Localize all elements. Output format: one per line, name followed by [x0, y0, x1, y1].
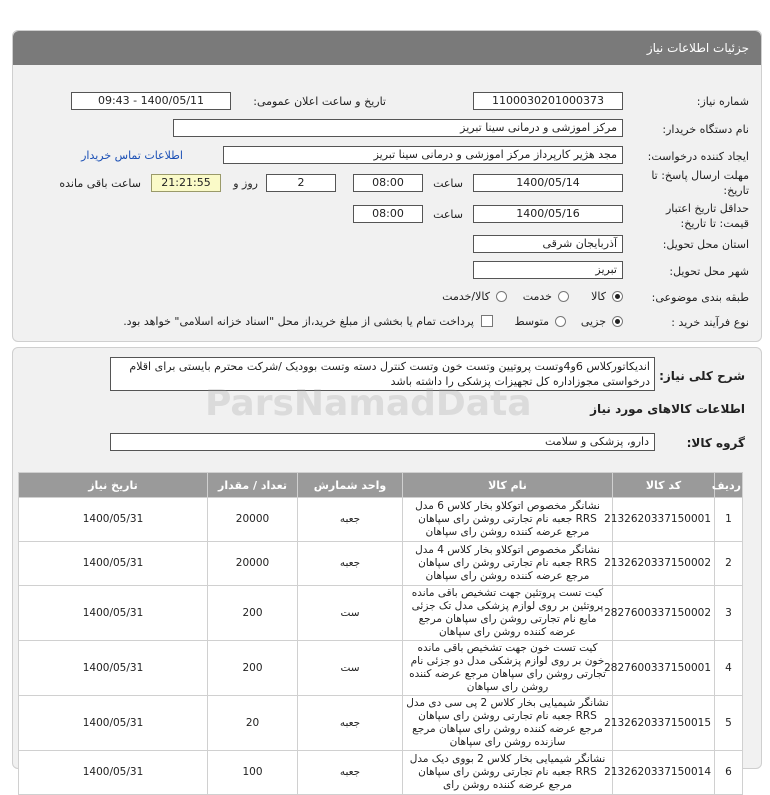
deadline-time-label: ساعت — [433, 177, 463, 190]
row-date: 1400/05/31 — [19, 641, 208, 696]
row-date: 1400/05/31 — [19, 498, 208, 542]
row-name: نشانگر مخصوص اتوکلاو بخار کلاس 4 مدل RRS جعبه نام تجارتی روشن رای سپاهان مرجع عرضه کننده روشن رای سپاهان — [403, 542, 613, 586]
treasury-payment-note: پرداخت تمام یا بخشی از مبلغ خرید،از محل "اسناد خزانه اسلامی" خواهد بود. — [123, 315, 474, 328]
row-unit: جعبه — [298, 696, 403, 751]
deadline-time-field: 08:00 — [353, 174, 423, 192]
days-remaining-field: 2 — [266, 174, 336, 192]
row-quantity: 200 — [208, 586, 298, 641]
row-name: نشانگر شیمیایی بخار کلاس 2 پی سی دی مدل RRS جعبه نام تجارتی روشن رای سپاهان مرجع عرضه کننده روشن رای سپاهان مرجع سازنده روشن رای سپاهان — [403, 696, 613, 751]
remaining-label: ساعت باقی مانده — [59, 177, 141, 190]
table-row — [19, 586, 743, 641]
announce-label: تاریخ و ساعت اعلان عمومی: — [253, 95, 386, 108]
row-quantity: 100 — [208, 751, 298, 795]
validity-label: حداقل تاریخ اعتبار — [665, 202, 749, 215]
watermark-text: ParsNamadData — [205, 383, 532, 424]
validity-time-label: ساعت — [433, 208, 463, 221]
row-code: 2827600337150001 — [613, 641, 715, 696]
row-index: 6 — [715, 751, 743, 795]
goods-table — [18, 472, 743, 795]
category-goods-service-radio[interactable] — [496, 291, 507, 302]
row-index: 4 — [715, 641, 743, 696]
row-name: کیت تست پروتئین جهت تشخیص باقی مانده پروتئین بر روی لوازم پزشکی مدل تک جزئی مایع نام تجارتی روشن رای سپاهان مرجع عرضه کننده روشن رای سپاهان — [403, 586, 613, 641]
announce-field: 1400/05/11 - 09:43 — [71, 92, 231, 110]
deadline-label: مهلت ارسال پاسخ: تا — [651, 169, 749, 182]
row-date: 1400/05/31 — [19, 696, 208, 751]
province-label: استان محل تحویل: — [662, 238, 749, 251]
row-date: 1400/05/31 — [19, 751, 208, 795]
category-goods-service-label: کالا/خدمت — [442, 290, 490, 303]
row-code: 2827600337150002 — [613, 586, 715, 641]
row-name: نشانگر مخصوص اتوکلاو بخار کلاس 6 مدل RRS جعبه نام تجارتی روشن رای سپاهان مرجع عرضه کننده روشن رای سپاهان — [403, 498, 613, 542]
creator-label: ایجاد کننده درخواست: — [647, 150, 749, 163]
deadline-label-2: تاریخ: — [723, 184, 749, 197]
province-field: آذربایجان شرقی — [473, 235, 623, 253]
remaining-time-field: 21:21:55 — [151, 174, 221, 192]
goods-section-title: اطلاعات کالاهای مورد نیاز — [590, 402, 745, 416]
purchase-medium-radio[interactable] — [555, 316, 566, 327]
goods-group-label: گروه کالا: — [686, 436, 745, 450]
validity-time-field: 08:00 — [353, 205, 423, 223]
row-unit: جعبه — [298, 542, 403, 586]
category-goods-radio[interactable] — [612, 291, 623, 302]
buyer-contact-link[interactable]: اطلاعات تماس خریدار — [81, 149, 183, 162]
row-unit: جعبه — [298, 498, 403, 542]
description-field: اندیکاتورکلاس 6و4وتست پروتیین وتست خون وتست کنترل دسته وتست بوودیک /شرکت محترم بایستی برای اقلام درخواستی مجوزاداره کل تجهیزات پزشکی را داشته باشد — [110, 357, 655, 391]
category-goods-label: کالا — [591, 290, 606, 303]
row-date: 1400/05/31 — [19, 542, 208, 586]
row-quantity: 20000 — [208, 498, 298, 542]
goods-table-header — [19, 473, 743, 498]
row-quantity: 200 — [208, 641, 298, 696]
validity-date-field: 1400/05/16 — [473, 205, 623, 223]
validity-label-2: قیمت: تا تاریخ: — [680, 217, 749, 230]
buyer-field: مرکز اموزشی و درمانی سینا تبریز — [173, 119, 623, 137]
table-row — [19, 751, 743, 795]
description-label: شرح کلی نیاز: — [659, 369, 745, 383]
col-need-date: تاریخ نیاز — [19, 473, 208, 498]
row-quantity: 20 — [208, 696, 298, 751]
row-name: کیت تست خون جهت تشخیص باقی مانده خون بر روی لوازم پزشکی مدل دو جزئی نام تجارتی روشن رای سپاهان مرجع عرضه کننده روشن رای سپاهان — [403, 641, 613, 696]
row-unit: جعبه — [298, 751, 403, 795]
deadline-date-field: 1400/05/14 — [473, 174, 623, 192]
table-row — [19, 696, 743, 751]
category-service-radio[interactable] — [558, 291, 569, 302]
row-quantity: 20000 — [208, 542, 298, 586]
col-code: کد کالا — [613, 473, 715, 498]
col-index: ردیف — [715, 473, 743, 498]
row-date: 1400/05/31 — [19, 586, 208, 641]
row-index: 3 — [715, 586, 743, 641]
table-row — [19, 498, 743, 542]
need-number-field: 1100030201000373 — [473, 92, 623, 110]
row-unit: ست — [298, 641, 403, 696]
row-code: 2132620337150001 — [613, 498, 715, 542]
purchase-minor-label: جزیی — [580, 315, 606, 328]
purchase-medium-label: متوسط — [514, 315, 549, 328]
col-quantity: تعداد / مقدار — [208, 473, 298, 498]
goods-group-field: دارو، پزشکی و سلامت — [110, 433, 655, 451]
col-unit: واحد شمارش — [298, 473, 403, 498]
purchase-minor-radio[interactable] — [612, 316, 623, 327]
row-code: 2132620337150014 — [613, 751, 715, 795]
row-index: 5 — [715, 696, 743, 751]
row-name: نشانگر شیمیایی بخار کلاس 2 بووی دیک مدل RRS جعبه نام تجارتی روشن رای سپاهان مرجع عرضه کننده روشن رای — [403, 751, 613, 795]
table-row — [19, 542, 743, 586]
col-name: نام کالا — [403, 473, 613, 498]
category-service-label: خدمت — [522, 290, 552, 303]
page-title: جزئیات اطلاعات نیاز — [13, 31, 761, 65]
row-index: 1 — [715, 498, 743, 542]
city-field: تبریز — [473, 261, 623, 279]
days-label: روز و — [233, 177, 258, 190]
need-details-panel — [12, 30, 762, 342]
treasury-payment-checkbox[interactable] — [481, 315, 493, 327]
creator-field: مجد هژیر کارپرداز مرکز اموزشی و درمانی سینا تبریز — [223, 146, 623, 164]
row-code: 2132620337150002 — [613, 542, 715, 586]
buyer-label: نام دستگاه خریدار: — [662, 123, 749, 136]
city-label: شهر محل تحویل: — [669, 265, 749, 278]
need-number-label: شماره نیاز: — [696, 95, 749, 108]
row-unit: ست — [298, 586, 403, 641]
row-code: 2132620337150015 — [613, 696, 715, 751]
row-index: 2 — [715, 542, 743, 586]
table-row — [19, 641, 743, 696]
purchase-type-label: نوع فرآیند خرید : — [671, 316, 749, 329]
category-label: طبقه بندی موضوعی: — [651, 291, 749, 304]
